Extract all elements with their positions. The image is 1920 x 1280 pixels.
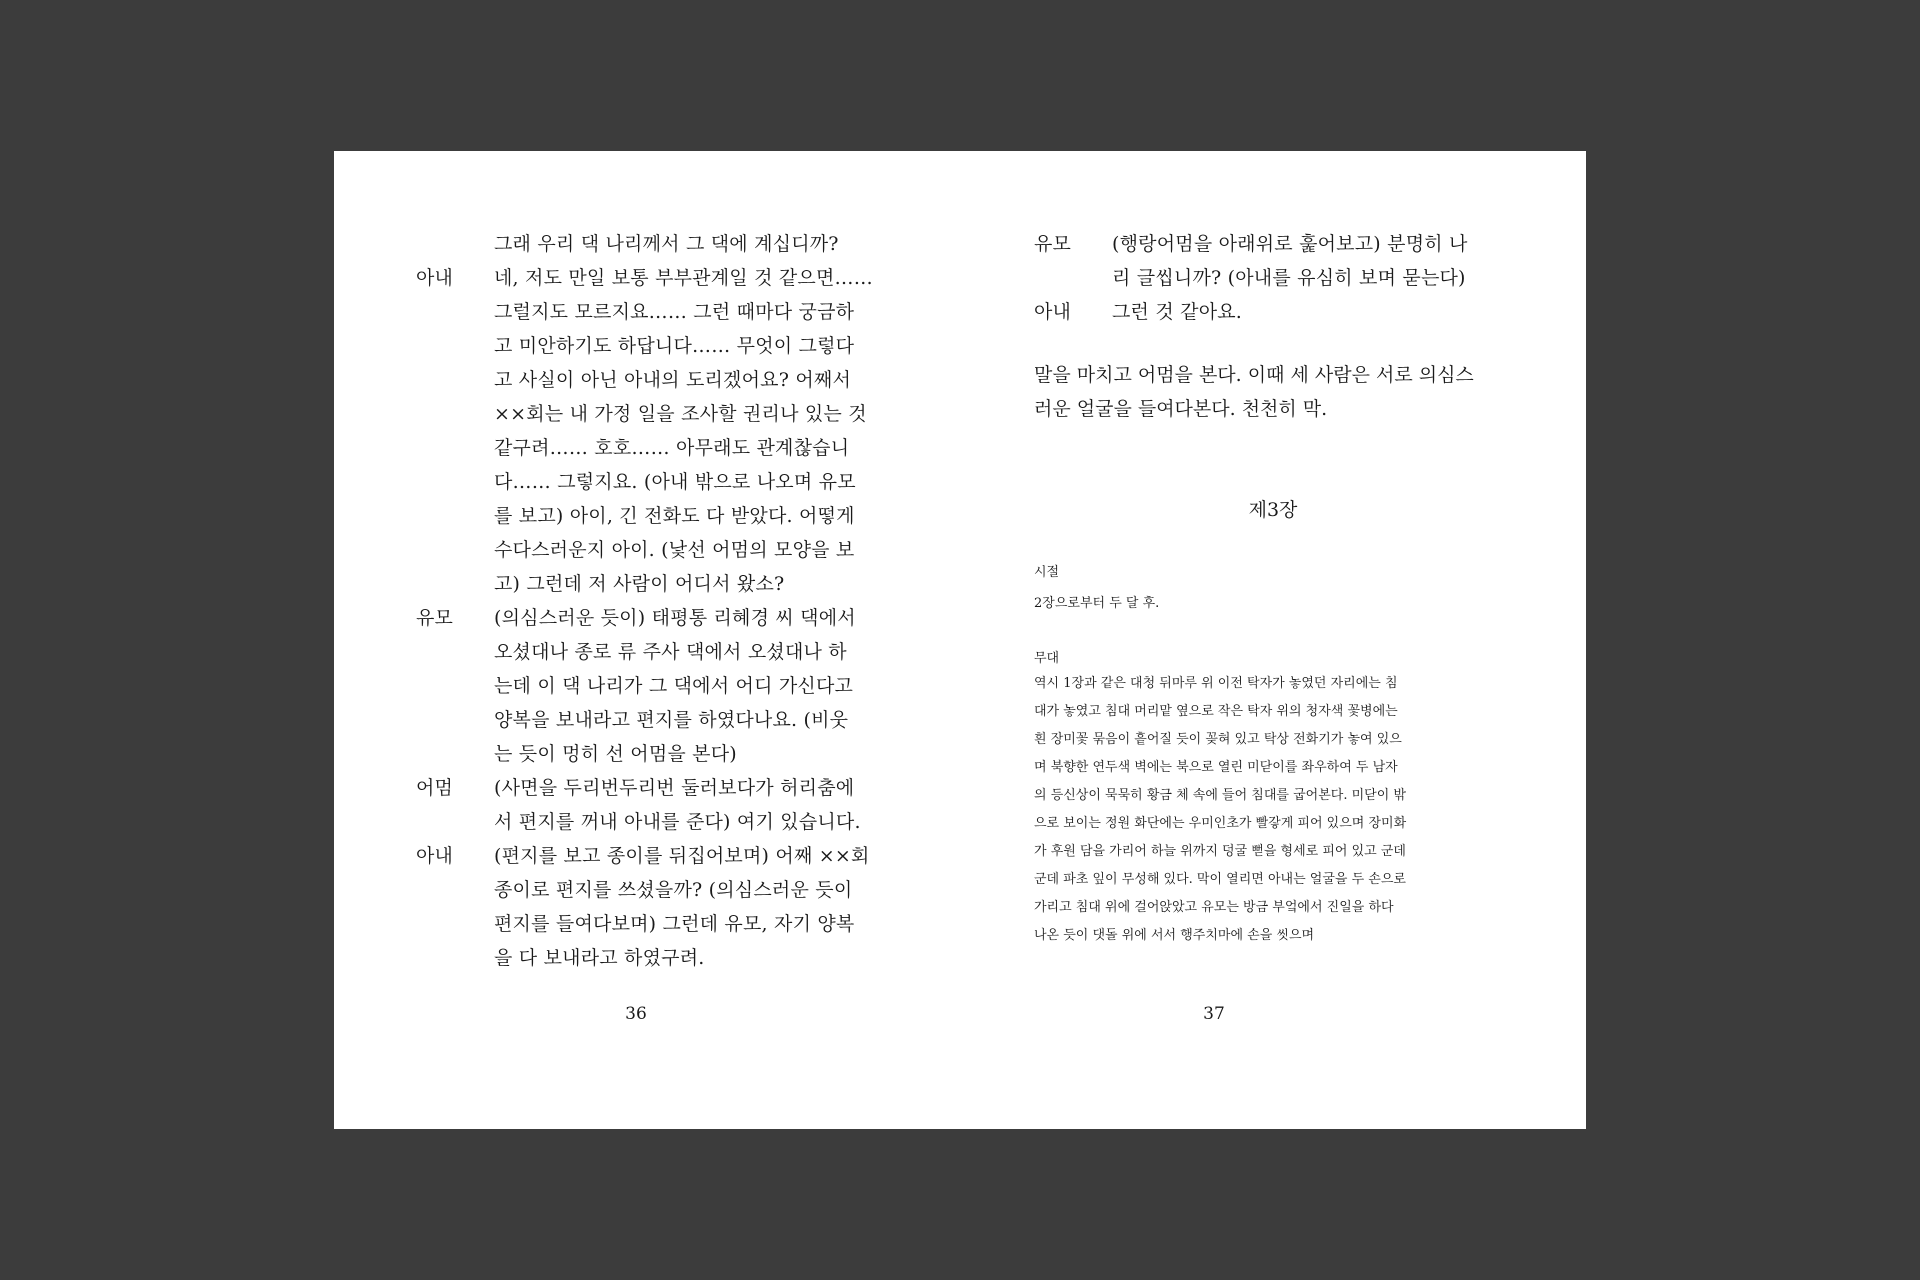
speaker-name: 아내 xyxy=(416,267,454,289)
text-line: 양복을 보내라고 편지를 하였다나요. (비웃 xyxy=(494,709,849,731)
text-line: 는 듯이 멍히 선 어멈을 본다) xyxy=(494,743,737,765)
page-number: 37 xyxy=(1203,1004,1225,1024)
speech-text xyxy=(1112,227,1504,295)
text-line: 역시 1장과 같은 대청 뒤마루 위 이전 탁자가 놓였던 자리에는 침 xyxy=(1034,676,1398,691)
text-line: ××회는 내 가정 일을 조사할 권리나 있는 것 xyxy=(494,403,867,425)
speaker-name: 유모 xyxy=(1034,233,1072,255)
text-line: 러운 얼굴을 들여다본다. 천천히 막. xyxy=(1034,398,1328,420)
dialogue-line xyxy=(1034,295,1504,329)
time-text: 2장으로부터 두 달 후. xyxy=(1034,596,1160,611)
stage-label: 무대 xyxy=(1034,651,1060,666)
speaker-name: 어멈 xyxy=(416,777,454,799)
dialogue-block xyxy=(1034,227,1504,329)
dialogue-line xyxy=(416,261,886,601)
speaker-name: 아내 xyxy=(1034,301,1072,323)
chapter-title: 제3장 xyxy=(1248,499,1298,521)
stage-direction-paragraph xyxy=(1034,358,1484,426)
text-line: 고 미안하기도 하답니다…… 무엇이 그렇다 xyxy=(494,335,855,357)
text-line: 리 글씹니까? (아내를 유심히 보며 묻는다) xyxy=(1112,267,1466,289)
text-line: (사면을 두리번두리번 둘러보다가 허리춤에 xyxy=(494,777,855,799)
text-line: 말을 마치고 어멈을 본다. 이때 세 사람은 서로 의심스 xyxy=(1034,364,1474,386)
text-line: 군데 파초 잎이 무성해 있다. 막이 열리면 아내는 얼굴을 두 손으로 xyxy=(1034,872,1406,887)
text-line: 나온 듯이 댓돌 위에 서서 행주치마에 손을 씻으며 xyxy=(1034,928,1315,943)
text-line: 의 등신상이 묵묵히 황금 체 속에 들어 침대를 굽어본다. 미닫이 밖 xyxy=(1034,788,1406,803)
speech-text xyxy=(494,601,886,771)
speech-text xyxy=(494,227,886,261)
text-line: (의심스러운 듯이) 태평통 리혜경 씨 댁에서 xyxy=(494,607,856,629)
text-line: 으로 보이는 정원 화단에는 우미인초가 빨갛게 피어 있으며 장미화 xyxy=(1034,816,1407,831)
dialogue-line xyxy=(416,601,886,771)
page-number: 36 xyxy=(625,1004,647,1024)
text-line: 고 사실이 아닌 아내의 도리겠어요? 어째서 xyxy=(494,369,852,391)
text-line: 서 편지를 꺼내 아내를 준다) 여기 있습니다. xyxy=(494,811,861,833)
right-page xyxy=(960,151,1586,1129)
text-line: 그런 것 같아요. xyxy=(1112,301,1243,323)
dialogue-line xyxy=(416,839,886,975)
speech-text xyxy=(494,839,886,975)
stage-description xyxy=(1034,670,1484,950)
speaker-name: 유모 xyxy=(416,607,454,629)
book-spread xyxy=(334,151,1586,1129)
text-line: 는데 이 댁 나리가 그 댁에서 어디 가신다고 xyxy=(494,675,854,697)
text-line: 편지를 들여다보며) 그런데 유모, 자기 양복 xyxy=(494,913,855,935)
dialogue-line xyxy=(1034,227,1504,295)
speaker-name xyxy=(416,227,494,261)
text-line: (편지를 보고 종이를 뒤집어보며) 어째 ××회 xyxy=(494,845,870,867)
dialogue-line xyxy=(416,227,886,261)
text-line: 며 북향한 연두색 벽에는 북으로 열린 미닫이를 좌우하여 두 남자 xyxy=(1034,760,1398,775)
text-line: 수다스러운지 아이. (낯선 어멈의 모양을 보 xyxy=(494,539,855,561)
speaker-name: 아내 xyxy=(416,845,454,867)
text-line: 그래 우리 댁 나리께서 그 댁에 계십디까? xyxy=(494,233,839,255)
left-page xyxy=(334,151,960,1129)
speech-text xyxy=(494,771,886,839)
text-line: 같구려…… 호호…… 아무래도 관계찮습니 xyxy=(494,437,850,459)
text-line: 가리고 침대 위에 걸어앉았고 유모는 방금 부엌에서 진일을 하다 xyxy=(1034,900,1394,915)
text-line: 를 보고) 아이, 긴 전화도 다 받았다. 어떻게 xyxy=(494,505,855,527)
text-line: 을 다 보내라고 하였구려. xyxy=(494,947,705,969)
dialogue-line xyxy=(416,771,886,839)
text-line: 종이로 편지를 쓰셨을까? (의심스러운 듯이 xyxy=(494,879,853,901)
text-line: 네, 저도 만일 보통 부부관계일 것 같으면…… xyxy=(494,267,873,289)
text-line: (행랑어멈을 아래위로 훑어보고) 분명히 나 xyxy=(1112,233,1468,255)
text-line: 그럴지도 모르지요…… 그런 때마다 궁금하 xyxy=(494,301,855,323)
speech-text xyxy=(1112,295,1504,329)
text-line: 흰 장미꽃 묶음이 흩어질 듯이 꽂혀 있고 탁상 전화기가 놓여 있으 xyxy=(1034,732,1402,747)
dialogue-block xyxy=(416,227,886,975)
text-line: 다…… 그렇지요. (아내 밖으로 나오며 유모 xyxy=(494,471,856,493)
text-line: 고) 그런데 저 사람이 어디서 왔소? xyxy=(494,573,785,595)
speech-text xyxy=(494,261,886,601)
text-line: 가 후원 담을 가리어 하늘 위까지 덩굴 뻗을 형세로 피어 있고 군데 xyxy=(1034,844,1406,859)
time-label: 시절 xyxy=(1034,565,1060,580)
text-line: 대가 놓였고 침대 머리맡 옆으로 작은 탁자 위의 청자색 꽃병에는 xyxy=(1034,704,1398,719)
text-line: 오셨대나 종로 류 주사 댁에서 오셨대나 하 xyxy=(494,641,847,663)
